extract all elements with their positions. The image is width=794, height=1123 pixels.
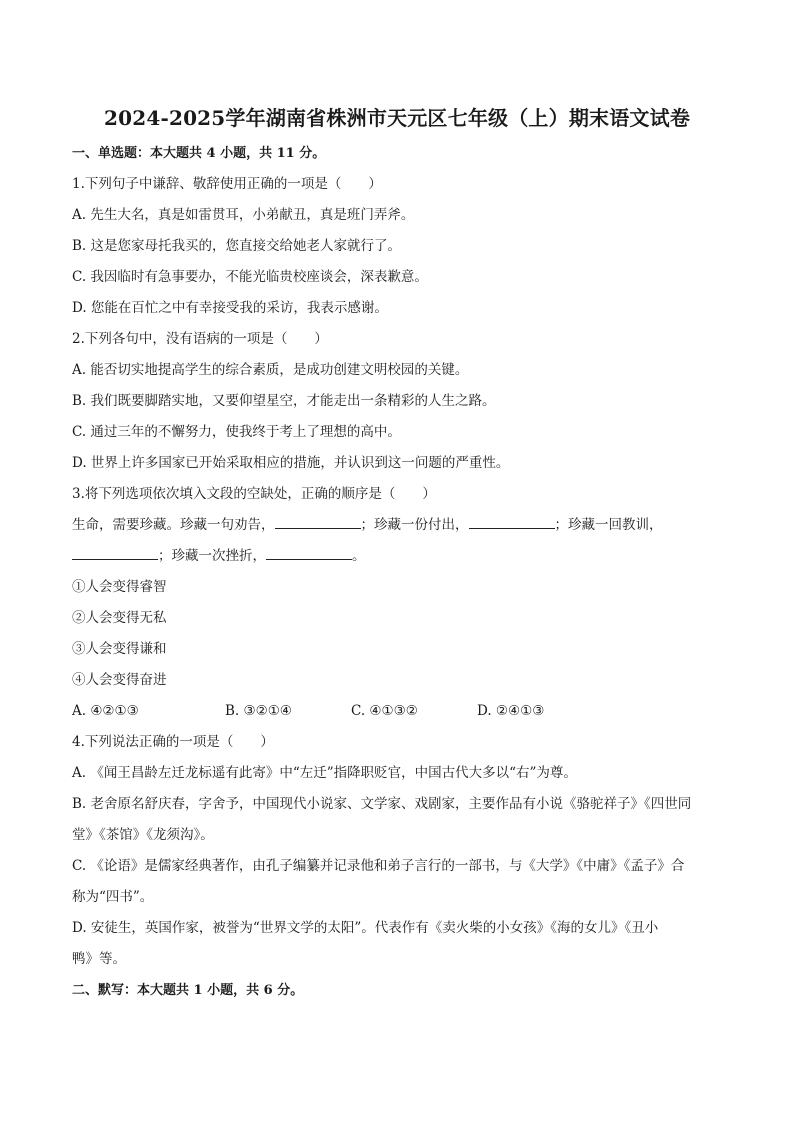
question-3-options bbox=[72, 696, 722, 727]
question-3-item-4: ④人会变得奋进 bbox=[72, 672, 167, 688]
passage-text-3: ；珍藏一回教训， bbox=[554, 517, 663, 533]
question-2-option-b: B. 我们既要脚踏实地，又要仰望星空，才能走出一条精彩的人生之路。 bbox=[72, 393, 496, 409]
question-1-option-c: C. 我因临时有急事要办，不能光临贵校座谈会，深表歉意。 bbox=[72, 269, 428, 285]
question-3-option-c: C. ④①③② bbox=[351, 703, 418, 719]
question-4-option-b-line-2: 堂》《茶馆》《龙须沟》。 bbox=[72, 827, 214, 843]
question-3-stem: 3.将下列选项依次填入文段的空缺处，正确的顺序是（ ） bbox=[72, 486, 436, 502]
question-3-item-2: ②人会变得无私 bbox=[72, 610, 167, 626]
fill-blank-1 bbox=[275, 514, 361, 529]
fill-blank-3 bbox=[72, 545, 158, 560]
passage-text-4: ；珍藏一次挫折， bbox=[158, 548, 266, 564]
section-heading-dictation: 二、默写：本大题共 1 小题，共 6 分。 bbox=[72, 983, 304, 998]
question-4-option-c-line-1: C. 《论语》是儒家经典著作，由孔子编纂并记录他和弟子言行的一部书，与《大学》《中庸》《孟子》合 bbox=[72, 858, 685, 874]
passage-text-2: ；珍藏一份付出， bbox=[360, 517, 469, 533]
question-3-option-d: D. ②④①③ bbox=[477, 703, 545, 719]
question-1-option-b: B. 这是您家母托我买的，您直接交给她老人家就行了。 bbox=[72, 238, 402, 254]
passage-text-5: 。 bbox=[352, 548, 366, 564]
question-1-option-a: A. 先生大名，真是如雷贯耳，小弟献丑，真是班门弄斧。 bbox=[72, 207, 415, 223]
question-3-passage-line-2 bbox=[72, 541, 722, 572]
question-4-option-d-line-1: D. 安徒生，英国作家，被誉为“世界文学的太阳”。代表作有《卖火柴的小女孩》《海的女儿》《丑小 bbox=[72, 920, 659, 936]
question-3-passage-line-1 bbox=[72, 510, 722, 541]
question-4-option-c-line-2: 称为“四书”。 bbox=[72, 889, 154, 905]
section-heading-single-choice: 一、单选题：本大题共 4 小题，共 11 分。 bbox=[72, 146, 326, 161]
question-3-item-3: ③人会变得谦和 bbox=[72, 641, 167, 657]
fill-blank-2 bbox=[469, 514, 555, 529]
question-2-stem: 2.下列各句中，没有语病的一项是（ ） bbox=[72, 331, 328, 347]
question-4-option-b-line-1: B. 老舍原名舒庆春，字舍予，中国现代小说家、文学家、戏剧家，主要作品有小说《骆驼祥子》《四世同 bbox=[72, 796, 692, 812]
question-2-option-c: C. 通过三年的不懈努力，使我终于考上了理想的高中。 bbox=[72, 424, 401, 440]
passage-text-1: 生命，需要珍藏。珍藏一句劝告， bbox=[72, 517, 275, 533]
fill-blank-4 bbox=[266, 545, 352, 560]
question-4-option-d-line-2: 鸭》等。 bbox=[72, 951, 126, 967]
question-3-option-b: B. ③②①④ bbox=[225, 703, 292, 719]
question-1-stem: 1.下列句子中谦辞、敬辞使用正确的一项是（ ） bbox=[72, 176, 382, 192]
question-2-option-a: A. 能否切实地提高学生的综合素质，是成功创建文明校园的关键。 bbox=[72, 362, 469, 378]
question-3-item-1: ①人会变得睿智 bbox=[72, 579, 167, 595]
question-1-option-d: D. 您能在百忙之中有幸接受我的采访，我表示感谢。 bbox=[72, 300, 388, 316]
page-title: 2024-2025学年湖南省株洲市天元区七年级（上）期末语文试卷 bbox=[103, 106, 691, 130]
exam-page bbox=[72, 98, 722, 1006]
question-4-stem: 4.下列说法正确的一项是（ ） bbox=[72, 734, 274, 750]
question-3-option-a: A. ④②①③ bbox=[72, 703, 139, 719]
question-2-option-d: D. 世界上许多国家已开始采取相应的措施，并认识到这一问题的严重性。 bbox=[72, 455, 510, 471]
question-4-option-a: A. 《闻王昌龄左迁龙标遥有此寄》中“左迁”指降职贬官，中国古代大多以“右”为尊。 bbox=[72, 765, 577, 781]
